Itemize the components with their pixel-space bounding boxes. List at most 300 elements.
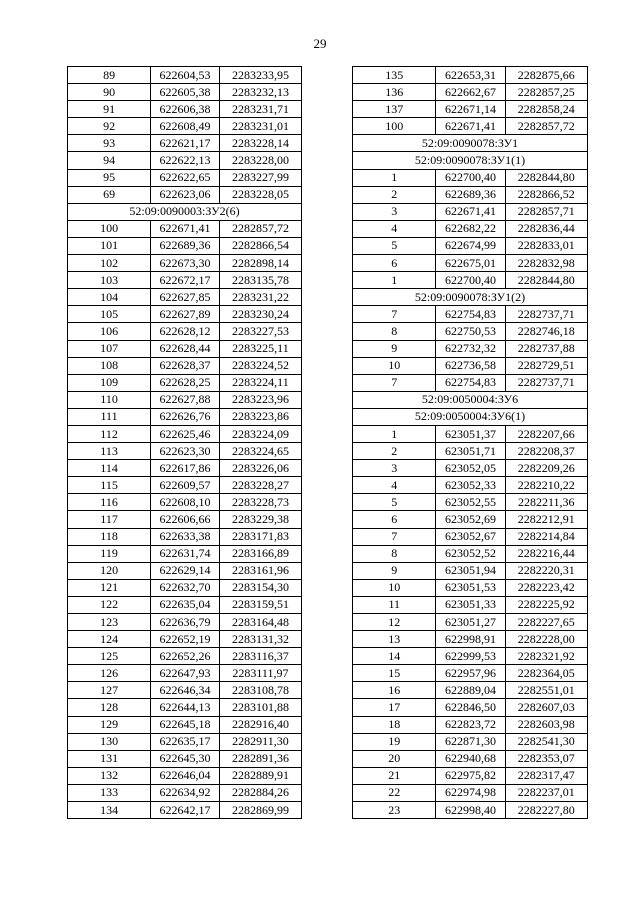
point-number-cell: 22 — [353, 784, 436, 801]
point-number-cell: 11 — [353, 596, 436, 613]
y-coordinate-cell: 2282729,51 — [505, 357, 587, 374]
table-row — [68, 802, 302, 819]
x-coordinate-cell: 622633,38 — [151, 528, 220, 545]
table-row — [353, 323, 588, 340]
table-row — [68, 101, 302, 118]
table-row — [353, 494, 588, 511]
point-number-cell: 18 — [353, 716, 436, 733]
x-coordinate-cell: 622736,58 — [436, 357, 505, 374]
table-row — [353, 340, 588, 357]
x-coordinate-cell: 622957,96 — [436, 665, 505, 682]
x-coordinate-cell: 622627,85 — [151, 289, 220, 306]
x-coordinate-cell: 623051,37 — [436, 425, 505, 442]
y-coordinate-cell: 2282891,36 — [219, 750, 301, 767]
table-row — [353, 750, 588, 767]
table-row — [68, 357, 302, 374]
x-coordinate-cell: 622645,30 — [151, 750, 220, 767]
x-coordinate-cell: 623051,94 — [436, 562, 505, 579]
table-row — [68, 596, 302, 613]
y-coordinate-cell: 2283225,11 — [219, 340, 301, 357]
x-coordinate-cell: 623052,55 — [436, 494, 505, 511]
y-coordinate-cell: 2283228,05 — [219, 186, 301, 203]
x-coordinate-cell: 622646,04 — [151, 767, 220, 784]
point-number-cell: 104 — [68, 289, 151, 306]
point-number-cell: 1 — [353, 169, 436, 186]
x-coordinate-cell: 622621,17 — [151, 135, 220, 152]
point-number-cell: 14 — [353, 648, 436, 665]
table-row — [68, 545, 302, 562]
x-coordinate-cell: 622646,34 — [151, 682, 220, 699]
x-coordinate-cell: 622628,44 — [151, 340, 220, 357]
table-row — [353, 306, 588, 323]
x-coordinate-cell: 622889,04 — [436, 682, 505, 699]
table-row — [68, 682, 302, 699]
table-row — [68, 237, 302, 254]
table-row — [68, 67, 302, 84]
table-row — [68, 716, 302, 733]
point-number-cell: 108 — [68, 357, 151, 374]
y-coordinate-cell: 2282833,01 — [505, 237, 587, 254]
table-row — [68, 152, 302, 169]
x-coordinate-cell: 622634,92 — [151, 784, 220, 801]
y-coordinate-cell: 2283101,88 — [219, 699, 301, 716]
table-row — [353, 425, 588, 442]
point-number-cell: 2 — [353, 186, 436, 203]
table-row — [68, 306, 302, 323]
x-coordinate-cell: 622732,32 — [436, 340, 505, 357]
y-coordinate-cell: 2282211,36 — [505, 494, 587, 511]
x-coordinate-cell: 623052,52 — [436, 545, 505, 562]
y-coordinate-cell: 2282844,80 — [505, 169, 587, 186]
point-number-cell: 23 — [353, 802, 436, 819]
point-number-cell: 94 — [68, 152, 151, 169]
point-number-cell: 3 — [353, 460, 436, 477]
x-coordinate-cell: 622645,18 — [151, 716, 220, 733]
point-number-cell: 3 — [353, 203, 436, 220]
x-coordinate-cell: 622754,83 — [436, 306, 505, 323]
table-row — [68, 340, 302, 357]
table-row — [68, 323, 302, 340]
y-coordinate-cell: 2282857,72 — [505, 118, 587, 135]
y-coordinate-cell: 2283131,32 — [219, 631, 301, 648]
x-coordinate-cell: 622617,86 — [151, 460, 220, 477]
x-coordinate-cell: 622622,65 — [151, 169, 220, 186]
point-number-cell: 17 — [353, 699, 436, 716]
y-coordinate-cell: 2283171,83 — [219, 528, 301, 545]
table-row — [68, 272, 302, 289]
y-coordinate-cell: 2282603,98 — [505, 716, 587, 733]
table-row — [68, 289, 302, 306]
point-number-cell: 89 — [68, 67, 151, 84]
point-number-cell: 8 — [353, 323, 436, 340]
y-coordinate-cell: 2283233,95 — [219, 67, 301, 84]
point-number-cell: 114 — [68, 460, 151, 477]
y-coordinate-cell: 2283135,78 — [219, 272, 301, 289]
table-row — [68, 614, 302, 631]
x-coordinate-cell: 622652,19 — [151, 631, 220, 648]
x-coordinate-cell: 622653,31 — [436, 67, 505, 84]
table-row — [353, 477, 588, 494]
y-coordinate-cell: 2282857,25 — [505, 84, 587, 101]
y-coordinate-cell: 2283111,97 — [219, 665, 301, 682]
x-coordinate-cell: 622671,14 — [436, 101, 505, 118]
section-header-row — [353, 135, 588, 152]
x-coordinate-cell: 622682,22 — [436, 220, 505, 237]
y-coordinate-cell: 2282916,40 — [219, 716, 301, 733]
x-coordinate-cell: 622940,68 — [436, 750, 505, 767]
table-row — [353, 562, 588, 579]
table-row — [353, 272, 588, 289]
point-number-cell: 19 — [353, 733, 436, 750]
x-coordinate-cell: 623052,05 — [436, 460, 505, 477]
point-number-cell: 121 — [68, 579, 151, 596]
table-row — [68, 631, 302, 648]
y-coordinate-cell: 2282844,80 — [505, 272, 587, 289]
point-number-cell: 130 — [68, 733, 151, 750]
point-number-cell: 125 — [68, 648, 151, 665]
page-number: 29 — [313, 36, 327, 51]
y-coordinate-cell: 2282884,26 — [219, 784, 301, 801]
point-number-cell: 7 — [353, 374, 436, 391]
point-number-cell: 15 — [353, 665, 436, 682]
x-coordinate-cell: 622671,41 — [436, 118, 505, 135]
point-number-cell: 112 — [68, 425, 151, 442]
point-number-cell: 137 — [353, 101, 436, 118]
section-header-row — [353, 391, 588, 408]
y-coordinate-cell: 2282212,91 — [505, 511, 587, 528]
point-number-cell: 10 — [353, 357, 436, 374]
x-coordinate-cell: 622652,26 — [151, 648, 220, 665]
table-row — [68, 84, 302, 101]
table-row — [68, 784, 302, 801]
point-number-cell: 95 — [68, 169, 151, 186]
point-number-cell: 126 — [68, 665, 151, 682]
y-coordinate-cell: 2282858,24 — [505, 101, 587, 118]
point-number-cell: 107 — [68, 340, 151, 357]
y-coordinate-cell: 2282353,07 — [505, 750, 587, 767]
y-coordinate-cell: 2283226,06 — [219, 460, 301, 477]
section-header-row — [353, 289, 588, 306]
table-row — [68, 169, 302, 186]
right-coordinates-table — [352, 66, 588, 819]
x-coordinate-cell: 622627,89 — [151, 306, 220, 323]
point-number-cell: 1 — [353, 425, 436, 442]
point-number-cell: 13 — [353, 631, 436, 648]
x-coordinate-cell: 622675,01 — [436, 255, 505, 272]
y-coordinate-cell: 2282737,71 — [505, 306, 587, 323]
x-coordinate-cell: 622608,10 — [151, 494, 220, 511]
table-row — [68, 443, 302, 460]
point-number-cell: 100 — [353, 118, 436, 135]
table-row — [353, 443, 588, 460]
x-coordinate-cell: 622628,25 — [151, 374, 220, 391]
table-row — [353, 528, 588, 545]
x-coordinate-cell: 622974,98 — [436, 784, 505, 801]
point-number-cell: 116 — [68, 494, 151, 511]
y-coordinate-cell: 2282737,71 — [505, 374, 587, 391]
point-number-cell: 129 — [68, 716, 151, 733]
y-coordinate-cell: 2282207,66 — [505, 425, 587, 442]
x-coordinate-cell: 623052,33 — [436, 477, 505, 494]
table-row — [68, 528, 302, 545]
point-number-cell: 4 — [353, 220, 436, 237]
table-row — [353, 545, 588, 562]
x-coordinate-cell: 622700,40 — [436, 272, 505, 289]
y-coordinate-cell: 2282220,31 — [505, 562, 587, 579]
point-number-cell: 20 — [353, 750, 436, 767]
y-coordinate-cell: 2282898,14 — [219, 255, 301, 272]
table-row — [353, 357, 588, 374]
y-coordinate-cell: 2283232,13 — [219, 84, 301, 101]
y-coordinate-cell: 2283108,78 — [219, 682, 301, 699]
y-coordinate-cell: 2282911,30 — [219, 733, 301, 750]
point-number-cell: 122 — [68, 596, 151, 613]
y-coordinate-cell: 2282875,66 — [505, 67, 587, 84]
y-coordinate-cell: 2283228,73 — [219, 494, 301, 511]
x-coordinate-cell: 622671,41 — [151, 220, 220, 237]
point-number-cell: 111 — [68, 408, 151, 425]
x-coordinate-cell: 622626,76 — [151, 408, 220, 425]
table-row — [353, 767, 588, 784]
table-row — [353, 596, 588, 613]
y-coordinate-cell: 2282223,42 — [505, 579, 587, 596]
x-coordinate-cell: 623051,27 — [436, 614, 505, 631]
table-row — [353, 631, 588, 648]
y-coordinate-cell: 2282832,98 — [505, 255, 587, 272]
x-coordinate-cell: 622647,93 — [151, 665, 220, 682]
y-coordinate-cell: 2283228,27 — [219, 477, 301, 494]
point-number-cell: 5 — [353, 237, 436, 254]
x-coordinate-cell: 622636,79 — [151, 614, 220, 631]
x-coordinate-cell: 622689,36 — [151, 237, 220, 254]
section-title: 52:09:0090003:ЗУ2(6) — [68, 203, 302, 220]
x-coordinate-cell: 623052,67 — [436, 528, 505, 545]
y-coordinate-cell: 2283166,89 — [219, 545, 301, 562]
point-number-cell: 90 — [68, 84, 151, 101]
x-coordinate-cell: 622671,41 — [436, 203, 505, 220]
x-coordinate-cell: 623051,33 — [436, 596, 505, 613]
x-coordinate-cell: 623051,71 — [436, 443, 505, 460]
y-coordinate-cell: 2283224,11 — [219, 374, 301, 391]
point-number-cell: 16 — [353, 682, 436, 699]
point-number-cell: 6 — [353, 511, 436, 528]
y-coordinate-cell: 2282866,54 — [219, 237, 301, 254]
table-row — [353, 101, 588, 118]
y-coordinate-cell: 2282210,22 — [505, 477, 587, 494]
x-coordinate-cell: 623051,53 — [436, 579, 505, 596]
y-coordinate-cell: 2282227,65 — [505, 614, 587, 631]
x-coordinate-cell: 622754,83 — [436, 374, 505, 391]
y-coordinate-cell: 2283231,22 — [219, 289, 301, 306]
point-number-cell: 91 — [68, 101, 151, 118]
table-row — [68, 562, 302, 579]
table-row — [353, 169, 588, 186]
x-coordinate-cell: 622608,49 — [151, 118, 220, 135]
point-number-cell: 136 — [353, 84, 436, 101]
table-row — [353, 716, 588, 733]
table-row — [68, 220, 302, 237]
point-number-cell: 118 — [68, 528, 151, 545]
x-coordinate-cell: 622871,30 — [436, 733, 505, 750]
table-row — [68, 186, 302, 203]
x-coordinate-cell: 622628,37 — [151, 357, 220, 374]
x-coordinate-cell: 622625,46 — [151, 425, 220, 442]
section-title: 52:09:0050004:ЗУ6 — [353, 391, 588, 408]
y-coordinate-cell: 2282228,00 — [505, 631, 587, 648]
y-coordinate-cell: 2282225,92 — [505, 596, 587, 613]
table-row — [68, 425, 302, 442]
table-row — [353, 699, 588, 716]
y-coordinate-cell: 2282237,01 — [505, 784, 587, 801]
table-row — [353, 118, 588, 135]
y-coordinate-cell: 2283231,71 — [219, 101, 301, 118]
y-coordinate-cell: 2282737,88 — [505, 340, 587, 357]
x-coordinate-cell: 622629,14 — [151, 562, 220, 579]
table-row — [68, 665, 302, 682]
point-number-cell: 119 — [68, 545, 151, 562]
section-title: 52:09:0090078:ЗУ1(1) — [353, 152, 588, 169]
point-number-cell: 2 — [353, 443, 436, 460]
point-number-cell: 69 — [68, 186, 151, 203]
y-coordinate-cell: 2282216,44 — [505, 545, 587, 562]
x-coordinate-cell: 622674,99 — [436, 237, 505, 254]
x-coordinate-cell: 622622,13 — [151, 152, 220, 169]
point-number-cell: 113 — [68, 443, 151, 460]
y-coordinate-cell: 2282607,03 — [505, 699, 587, 716]
table-row — [353, 460, 588, 477]
point-number-cell: 109 — [68, 374, 151, 391]
x-coordinate-cell: 622606,66 — [151, 511, 220, 528]
table-row — [68, 118, 302, 135]
x-coordinate-cell: 622662,67 — [436, 84, 505, 101]
x-coordinate-cell: 622998,91 — [436, 631, 505, 648]
x-coordinate-cell: 622642,17 — [151, 802, 220, 819]
x-coordinate-cell: 622623,30 — [151, 443, 220, 460]
point-number-cell: 6 — [353, 255, 436, 272]
table-row — [353, 648, 588, 665]
x-coordinate-cell: 622627,88 — [151, 391, 220, 408]
y-coordinate-cell: 2282869,99 — [219, 802, 301, 819]
y-coordinate-cell: 2283161,96 — [219, 562, 301, 579]
y-coordinate-cell: 2282227,80 — [505, 802, 587, 819]
y-coordinate-cell: 2283227,99 — [219, 169, 301, 186]
x-coordinate-cell: 622609,57 — [151, 477, 220, 494]
point-number-cell: 7 — [353, 306, 436, 323]
y-coordinate-cell: 2282209,26 — [505, 460, 587, 477]
x-coordinate-cell: 622846,50 — [436, 699, 505, 716]
table-row — [353, 220, 588, 237]
x-coordinate-cell: 622644,13 — [151, 699, 220, 716]
x-coordinate-cell: 622606,38 — [151, 101, 220, 118]
point-number-cell: 110 — [68, 391, 151, 408]
point-number-cell: 105 — [68, 306, 151, 323]
table-row — [68, 699, 302, 716]
point-number-cell: 10 — [353, 579, 436, 596]
point-number-cell: 132 — [68, 767, 151, 784]
x-coordinate-cell: 622998,40 — [436, 802, 505, 819]
x-coordinate-cell: 622605,38 — [151, 84, 220, 101]
y-coordinate-cell: 2283230,24 — [219, 306, 301, 323]
x-coordinate-cell: 622635,04 — [151, 596, 220, 613]
y-coordinate-cell: 2282541,30 — [505, 733, 587, 750]
table-row — [353, 665, 588, 682]
point-number-cell: 115 — [68, 477, 151, 494]
table-row — [353, 255, 588, 272]
left-coordinates-table — [67, 66, 302, 819]
x-coordinate-cell: 622673,30 — [151, 255, 220, 272]
point-number-cell: 102 — [68, 255, 151, 272]
x-coordinate-cell: 622975,82 — [436, 767, 505, 784]
y-coordinate-cell: 2283229,38 — [219, 511, 301, 528]
x-coordinate-cell: 622689,36 — [436, 186, 505, 203]
point-number-cell: 120 — [68, 562, 151, 579]
point-number-cell: 7 — [353, 528, 436, 545]
y-coordinate-cell: 2282364,05 — [505, 665, 587, 682]
table-row — [68, 494, 302, 511]
table-row — [68, 511, 302, 528]
y-coordinate-cell: 2283231,01 — [219, 118, 301, 135]
point-number-cell: 93 — [68, 135, 151, 152]
table-row — [353, 784, 588, 801]
table-row — [68, 460, 302, 477]
section-title: 52:09:0090078:ЗУ1 — [353, 135, 588, 152]
y-coordinate-cell: 2283116,37 — [219, 648, 301, 665]
table-row — [68, 733, 302, 750]
y-coordinate-cell: 2282321,92 — [505, 648, 587, 665]
y-coordinate-cell: 2283228,00 — [219, 152, 301, 169]
x-coordinate-cell: 622999,53 — [436, 648, 505, 665]
table-row — [353, 237, 588, 254]
section-header-row — [353, 408, 588, 425]
table-row — [353, 67, 588, 84]
y-coordinate-cell: 2282214,84 — [505, 528, 587, 545]
table-row — [353, 579, 588, 596]
x-coordinate-cell: 622632,70 — [151, 579, 220, 596]
table-row — [68, 135, 302, 152]
point-number-cell: 100 — [68, 220, 151, 237]
table-row — [68, 767, 302, 784]
table-row — [353, 203, 588, 220]
x-coordinate-cell: 622750,53 — [436, 323, 505, 340]
point-number-cell: 133 — [68, 784, 151, 801]
point-number-cell: 135 — [353, 67, 436, 84]
y-coordinate-cell: 2283154,30 — [219, 579, 301, 596]
x-coordinate-cell: 622635,17 — [151, 733, 220, 750]
point-number-cell: 4 — [353, 477, 436, 494]
point-number-cell: 124 — [68, 631, 151, 648]
point-number-cell: 12 — [353, 614, 436, 631]
point-number-cell: 106 — [68, 323, 151, 340]
point-number-cell: 103 — [68, 272, 151, 289]
y-coordinate-cell: 2282889,91 — [219, 767, 301, 784]
table-row — [68, 750, 302, 767]
x-coordinate-cell: 622604,53 — [151, 67, 220, 84]
x-coordinate-cell: 622700,40 — [436, 169, 505, 186]
table-row — [68, 579, 302, 596]
y-coordinate-cell: 2282551,01 — [505, 682, 587, 699]
table-row — [353, 186, 588, 203]
x-coordinate-cell: 622672,17 — [151, 272, 220, 289]
y-coordinate-cell: 2282857,71 — [505, 203, 587, 220]
point-number-cell: 21 — [353, 767, 436, 784]
x-coordinate-cell: 622623,06 — [151, 186, 220, 203]
table-row — [353, 733, 588, 750]
table-row — [353, 84, 588, 101]
table-row — [353, 511, 588, 528]
table-row — [68, 374, 302, 391]
table-row — [353, 614, 588, 631]
x-coordinate-cell: 622823,72 — [436, 716, 505, 733]
